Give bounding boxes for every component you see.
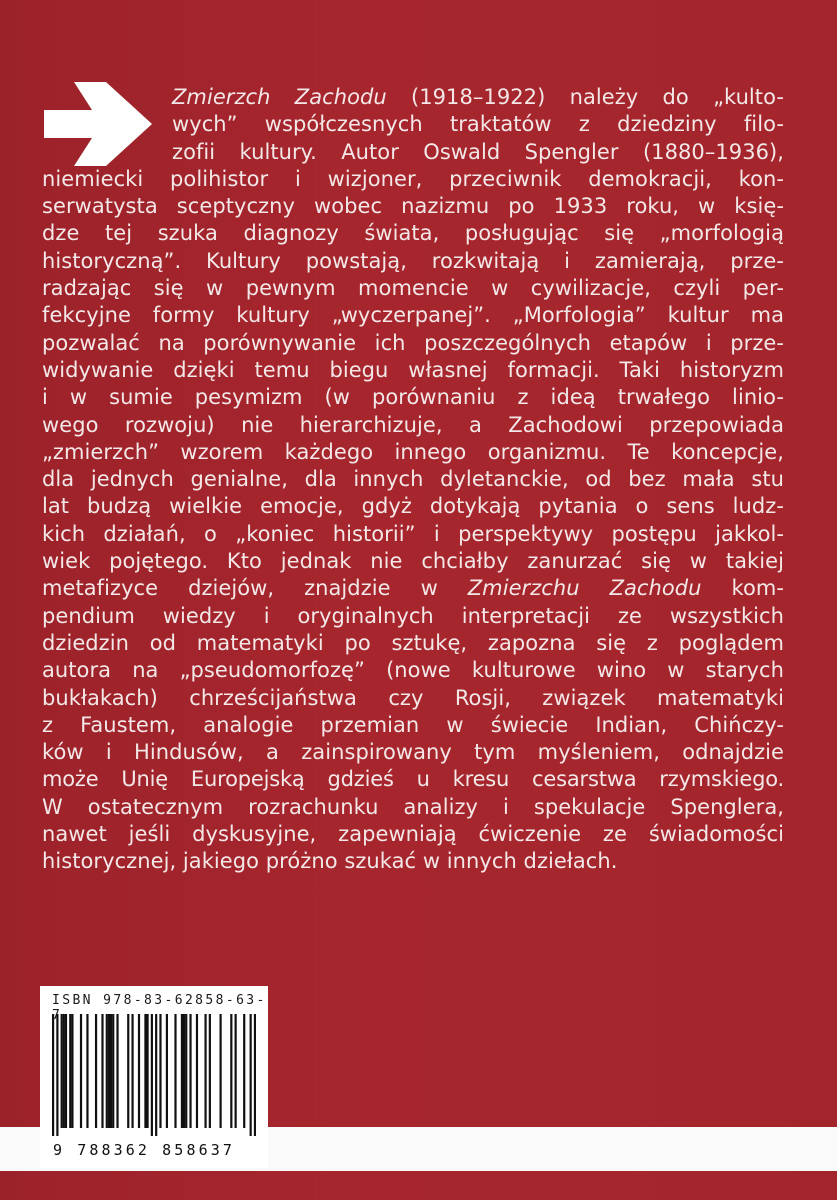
blurb-line: historyczną”. Kultury powstają, rozkwitają i zamierają, prze- (42, 248, 784, 273)
barcode-bar (127, 1014, 129, 1128)
barcode-bar (219, 1014, 221, 1128)
barcode-bar (61, 1014, 63, 1128)
isbn-label: ISBN 978-83-62858-63- (52, 993, 267, 1008)
barcode-bar (86, 1014, 88, 1128)
blurb-line: wiek pojętego. Kto jednak nie chciałby zanurzać się w takiej (42, 549, 784, 574)
blurb-line: „zmierzch” wzorem każdego innego organizmu. Te koncepcje, (42, 439, 784, 464)
book-title-italic: Zmierzchu Zachodu (467, 576, 702, 601)
barcode-bar (230, 1014, 232, 1128)
blurb-line: Zmierzch Zachodu (1918–1922) należy do „kulto- (172, 85, 785, 109)
barcode-bar (56, 1014, 58, 1136)
blurb-line: lat budzą wielkie emocje, gdyż dotykają pytania o sens ludz- (42, 494, 784, 519)
barcode-bar (204, 1014, 206, 1128)
barcode-bar (196, 1014, 198, 1128)
barcode-bar (52, 1014, 54, 1136)
blurb-line: bukłakach) chrześcijaństwa czy Rosji, związek matematyki (42, 685, 784, 710)
barcode-bar (95, 1014, 97, 1128)
barcode-bar (250, 1014, 252, 1136)
barcode-bar (71, 1014, 73, 1128)
barcode-bar (138, 1014, 140, 1128)
blurb-line: pozwalać na porównywanie ich poszczególnych etapów i prze- (42, 330, 784, 355)
barcode-bar (254, 1014, 256, 1136)
barcode-bar (155, 1014, 157, 1136)
barcode-box (40, 986, 268, 1168)
blurb-line: niemiecki polihistor i wizjoner, przeciwnik demokracji, kon- (42, 166, 784, 191)
barcode-bar (243, 1014, 245, 1128)
blurb-line: z Faustem, analogie przemian w świecie Indian, Chińczy- (42, 712, 784, 737)
blurb-line: dziedzin od matematyki po sztukę, zapozna się z poglądem (42, 630, 784, 655)
barcode-bar (166, 1014, 168, 1128)
blurb-line: może Unię Europejską gdzieś u kresu cesarstwa rzymskiego. (42, 767, 784, 792)
barcode-bar (189, 1014, 191, 1128)
barcode (52, 1014, 256, 1136)
barcode-bar (116, 1014, 118, 1128)
blurb-line: wego rozwoju) nie hierarchizuje, a Zachodowi przepowiada (42, 412, 784, 437)
blurb-line: ków i Hindusów, a zainspirowany tym myśleniem, odnajdzie (42, 740, 784, 765)
blurb-line: dla jednych genialne, dla innych dyletanckie, od bez mała stu (42, 467, 784, 492)
barcode-bar (63, 1014, 65, 1128)
barcode-bar (183, 1014, 185, 1128)
barcode-bar (69, 1014, 71, 1128)
barcode-bar (144, 1014, 146, 1128)
blurb-line: nawet jeśli dyskusyjne, zapewniają ćwiczenie ze świadomości (42, 822, 784, 847)
barcode-bar (181, 1014, 183, 1128)
blurb-line: radzając się w pewnym momencie w cywilizacje, czyli per- (42, 276, 784, 301)
barcode-bar (106, 1014, 108, 1128)
blurb-line: W ostatecznym rozrachunku analizy i spekulacje Spenglera, (42, 794, 784, 819)
blurb-line: metafizyce dziejów, znajdzie w Zmierzchu Zachodu kom- (42, 576, 784, 601)
barcode-bar (65, 1014, 67, 1128)
blurb-line: pendium wiedzy i oryginalnych interpretacji ze wszystkich (42, 603, 784, 628)
blurb-line: wych” współczesnych traktatów z dziedziny filo- (172, 112, 784, 137)
description-text (42, 84, 784, 876)
blurb-line: fekcyjne formy kultury „wyczerpanej”. „Morfologia” kultur ma (42, 303, 784, 328)
blurb-line: historycznej, jakiego próżno szukać w innych dziełach. (42, 849, 618, 874)
barcode-bar (101, 1014, 103, 1128)
barcode-bar (146, 1014, 148, 1128)
blurb-line: dze tej szuka diagnozy świata, posługując się „morfologią (42, 221, 784, 246)
barcode-bar (131, 1014, 133, 1128)
barcode-bar (209, 1014, 211, 1128)
barcode-bar (80, 1014, 82, 1128)
barcode-bar (235, 1014, 237, 1128)
blurb-line: zofii kultury. Autor Oswald Spengler (1880–1936), (172, 139, 784, 164)
book-title-italic: Zmierzch Zachodu (172, 85, 387, 109)
blurb-line: kich działań, o „koniec historii” i perspektywy postępu jakkol- (42, 521, 784, 546)
barcode-bar (159, 1014, 161, 1128)
barcode-bar (108, 1014, 110, 1128)
barcode-bar (174, 1014, 176, 1128)
barcode-bar (110, 1014, 112, 1128)
barcode-bar (151, 1014, 153, 1136)
blurb-line: i w sumie pesymizm (w porównaniu z ideą trwałego linio- (42, 385, 784, 410)
blurb-line: serwatysta sceptyczny wobec nazizmu po 1933 roku, w księ- (42, 194, 784, 219)
blurb-line: autora na „pseudomorfozę” (nowe kulturowe wino w starych (42, 658, 784, 683)
barcode-bar (185, 1014, 187, 1128)
barcode-bar (112, 1014, 114, 1128)
blurb-line: widywanie dzięki temu biegu własnej formacji. Taki historyzm (42, 357, 784, 382)
ean-digits: 9 788362 858637 (53, 1141, 235, 1159)
